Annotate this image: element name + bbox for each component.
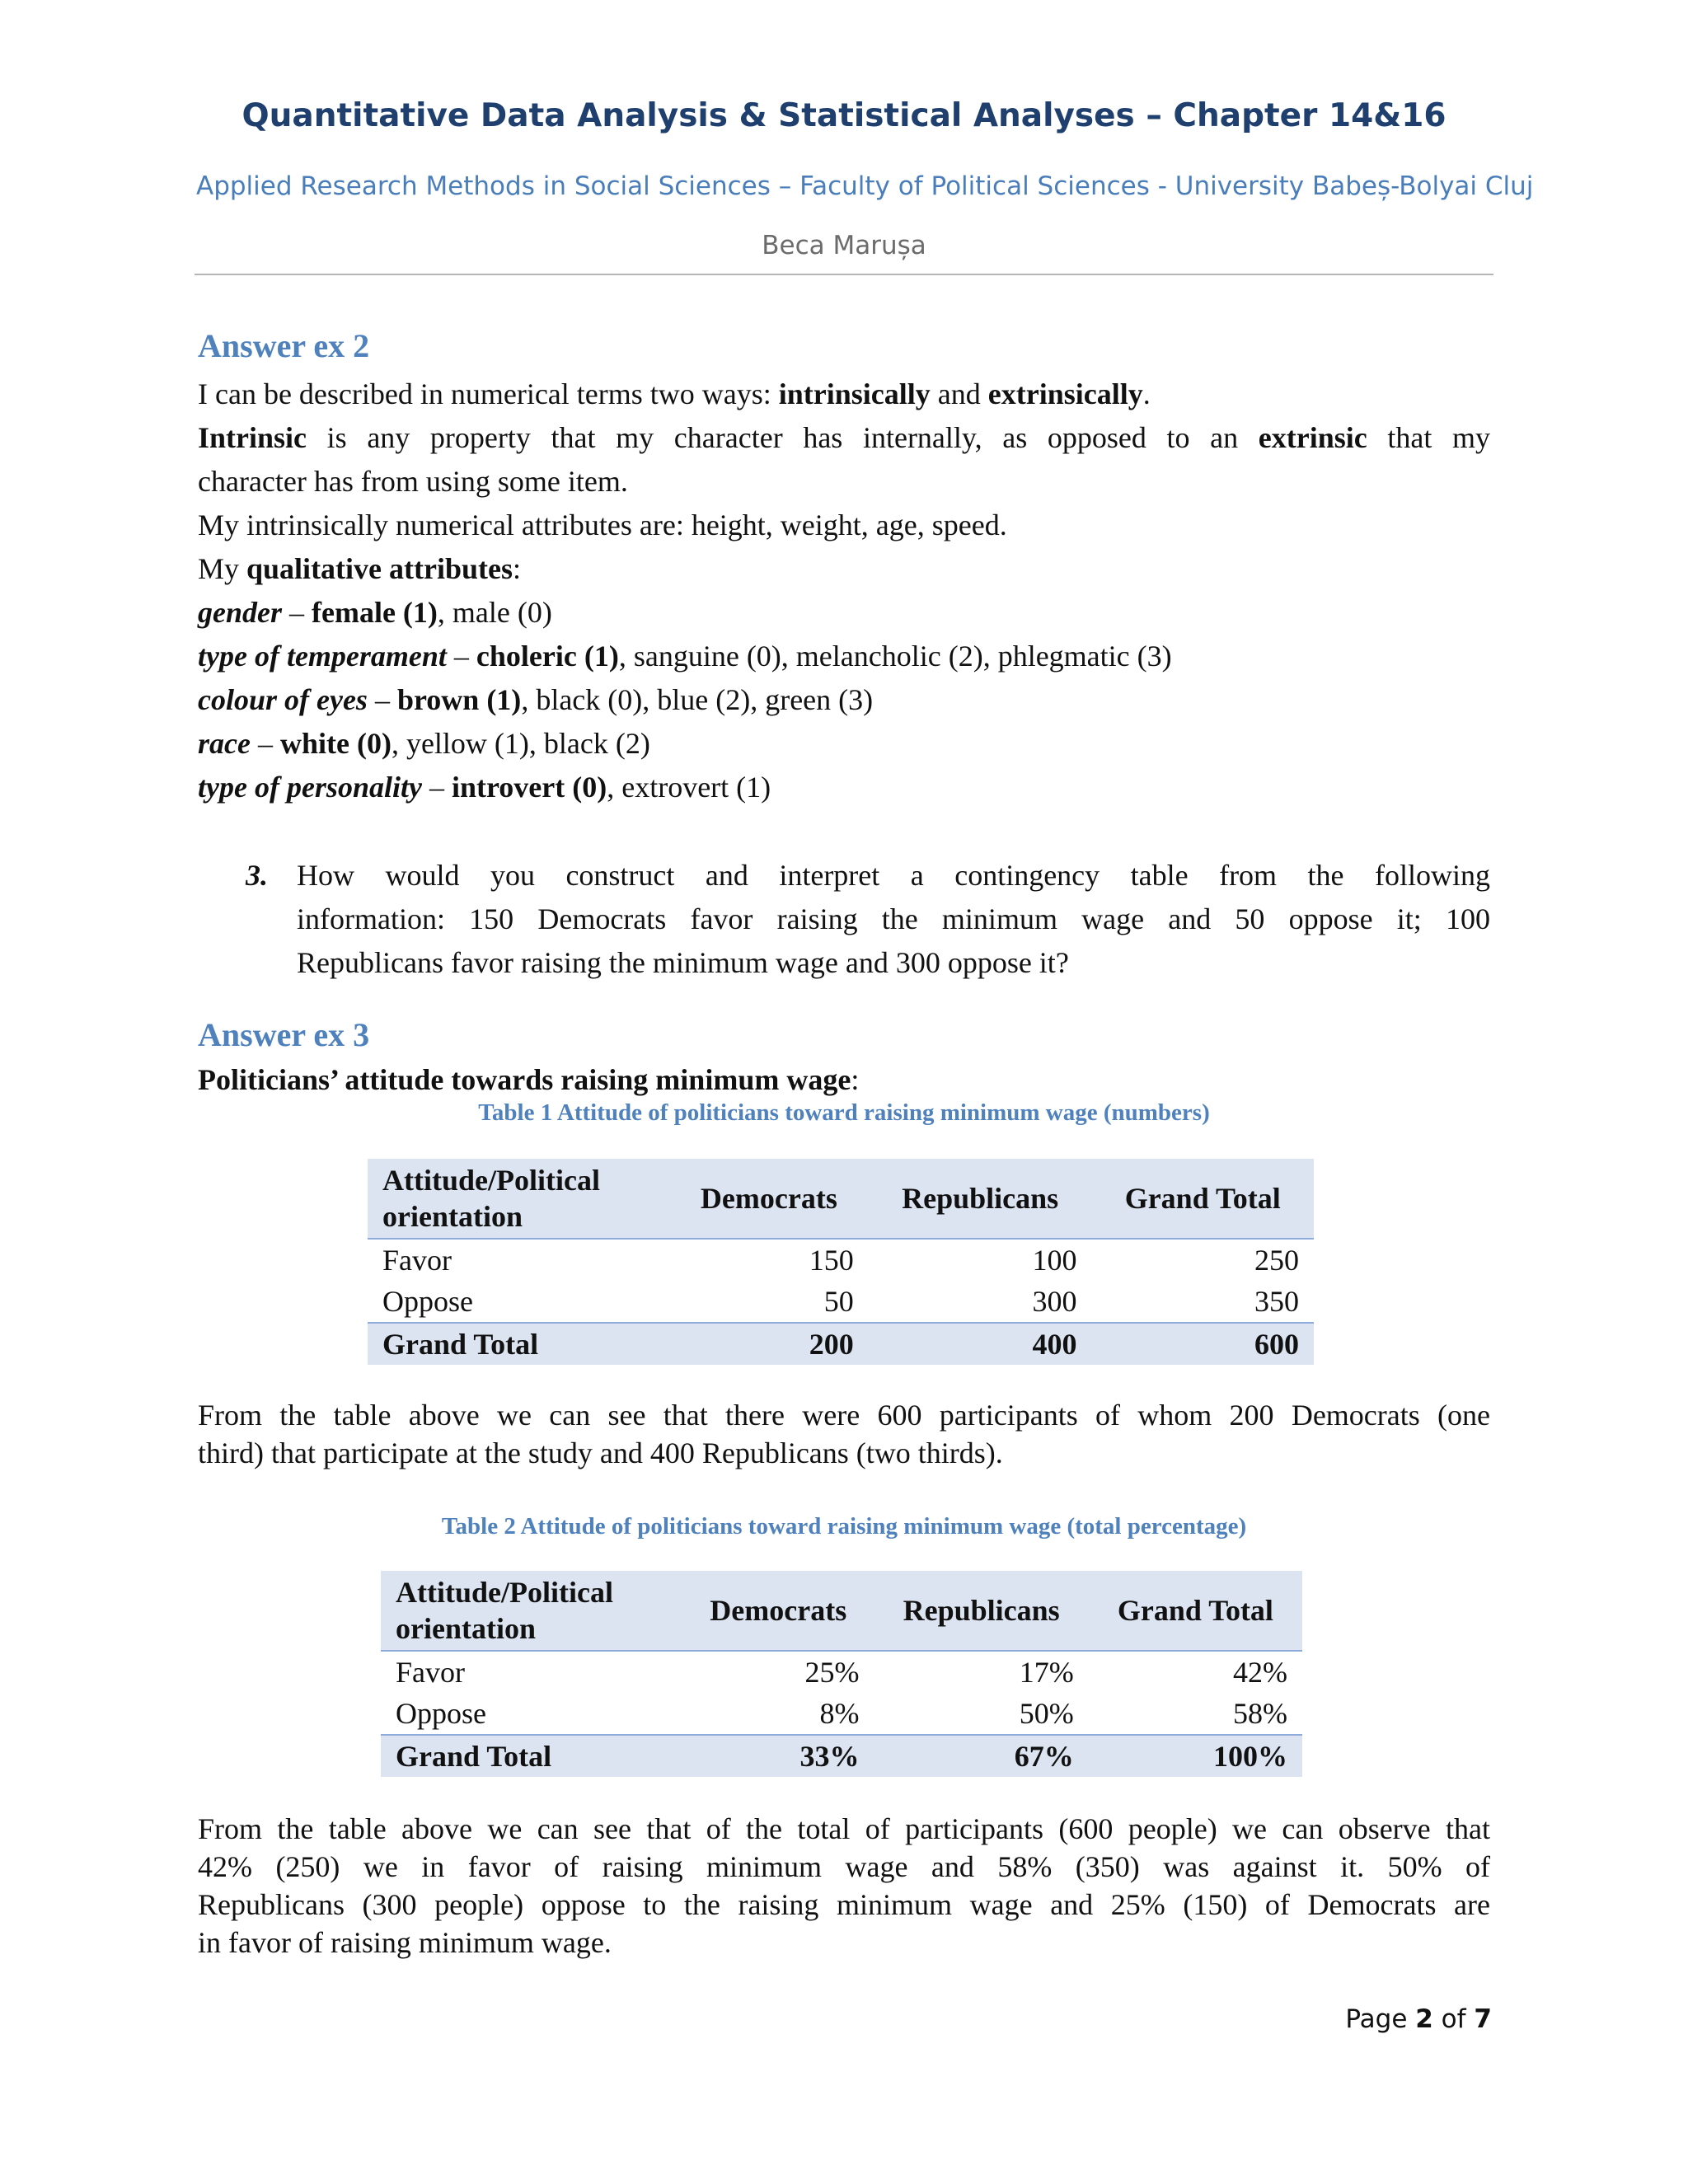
text-run: :	[851, 1063, 860, 1096]
attribute-selected: white (0)	[279, 727, 392, 760]
table-cell: 33%	[682, 1735, 874, 1777]
column-header: Democrats	[682, 1571, 874, 1651]
author-name: Beca Marușa	[762, 231, 926, 260]
table-cell: 17%	[1019, 1656, 1074, 1689]
paragraph-line: 42% (250) we in favor of raising minimum wage and 58% (350) was against it. 50% of	[198, 1850, 1490, 1883]
table-cell: 400	[869, 1323, 1092, 1365]
attribute-selected: introvert (0)	[451, 771, 607, 804]
paragraph-line: character has from using some item.	[198, 465, 628, 498]
lead-line	[198, 1058, 1490, 1102]
table-row	[368, 1281, 1314, 1323]
column-header: Republicans	[869, 1159, 1092, 1239]
table-cell: 50%	[1019, 1697, 1074, 1730]
table-cell: 58%	[1233, 1697, 1287, 1730]
attribute-options: , male (0)	[437, 596, 552, 629]
text-run: Page	[1345, 2004, 1416, 2034]
attribute-selected: choleric (1)	[476, 640, 619, 673]
table-cell: 100%	[1089, 1735, 1302, 1777]
table-2-interpretation	[198, 1810, 1490, 1961]
text-run: is any property that my character has internally, as opposed to an	[307, 421, 1259, 454]
table-header-row	[381, 1571, 1302, 1651]
question-number: 3.	[246, 859, 268, 892]
table-cell: 8%	[819, 1697, 860, 1730]
bold-term: extrinsically	[987, 377, 1143, 410]
row-label: Grand Total	[368, 1323, 669, 1365]
table-total-row	[368, 1323, 1314, 1365]
text-run: My	[198, 552, 247, 585]
text-run: –	[282, 596, 312, 629]
page-subtitle: Applied Research Methods in Social Sciences – Faculty of Political Sciences - University Babeș-Bolyai Cluj	[196, 171, 1534, 201]
table-cell: 250	[1254, 1244, 1299, 1277]
column-header: Attitude/Political orientation	[381, 1571, 682, 1651]
table-header-row	[368, 1159, 1314, 1239]
table-row	[381, 1693, 1302, 1735]
bold-term: intrinsically	[778, 377, 931, 410]
paragraph-line: My intrinsically numerical attributes are: height, weight, age, speed.	[198, 509, 1007, 541]
question-text	[297, 854, 1490, 985]
bold-term: Intrinsic	[198, 421, 307, 454]
attribute-name: colour of eyes	[198, 683, 368, 716]
paragraph-line: in favor of raising minimum wage.	[198, 1926, 612, 1959]
column-header: Grand Total	[1089, 1571, 1302, 1651]
attribute-name: race	[198, 727, 251, 760]
paragraph-line: third) that participate at the study and 400 Republicans (two thirds).	[198, 1436, 1003, 1469]
column-header: Democrats	[669, 1159, 869, 1239]
question-line: information: 150 Democrats favor raising the minimum wage and 50 oppose it; 100	[297, 902, 1490, 935]
attribute-name: type of personality	[198, 771, 422, 804]
attribute-line	[198, 678, 1490, 722]
attribute-line	[198, 591, 1490, 635]
table-cell: 100	[1032, 1244, 1077, 1277]
column-header: Grand Total	[1091, 1159, 1314, 1239]
row-label: Grand Total	[381, 1735, 682, 1777]
table-cell: 50	[823, 1285, 854, 1318]
bold-term: Politicians’ attitude towards raising minimum wage	[198, 1063, 851, 1096]
attribute-name: gender	[198, 596, 282, 629]
question-line: How would you construct and interpret a contingency table from the following	[297, 859, 1490, 892]
attribute-line	[198, 635, 1490, 678]
attribute-options: , yellow (1), black (2)	[391, 727, 650, 760]
table-row	[368, 1239, 1314, 1281]
text-run: :	[513, 552, 522, 585]
total-pages: 7	[1474, 2004, 1492, 2034]
attribute-options: , sanguine (0), melancholic (2), phlegmatic (3)	[618, 640, 1172, 673]
table-cell: 67%	[874, 1735, 1089, 1777]
attribute-selected: female (1)	[312, 596, 438, 629]
page-number	[1261, 2004, 1492, 2034]
answer-2-heading: Answer ex 2	[198, 327, 370, 364]
answer-3-heading: Answer ex 3	[198, 1016, 370, 1053]
paragraph-line: From the table above we can see that of the total of participants (600 people) we can observe that	[198, 1812, 1490, 1845]
paragraph-line	[198, 416, 1490, 460]
table-cell: 600	[1091, 1323, 1314, 1365]
question-3	[246, 854, 1490, 986]
attribute-options: , extrovert (1)	[607, 771, 771, 804]
table-1	[368, 1159, 1314, 1365]
text-run: .	[1142, 377, 1151, 410]
answer-2-body	[198, 373, 1490, 809]
question-line: Republicans favor raising the minimum wage and 300 oppose it?	[297, 946, 1069, 979]
paragraph-line	[198, 373, 1490, 416]
table-cell: 42%	[1233, 1656, 1287, 1689]
column-header: Republicans	[874, 1571, 1089, 1651]
text-run: –	[367, 683, 397, 716]
text-run: of	[1432, 2004, 1475, 2034]
row-label: Oppose	[382, 1285, 473, 1318]
header-divider	[195, 274, 1493, 275]
row-label: Oppose	[396, 1697, 486, 1730]
text-run: and	[930, 377, 988, 410]
attribute-name: type of temperament	[198, 640, 447, 673]
bold-term: qualitative attributes	[246, 552, 513, 585]
table-cell: 25%	[804, 1656, 860, 1689]
text-run: –	[446, 640, 476, 673]
text-run: –	[250, 727, 280, 760]
bold-term: extrinsic	[1258, 421, 1367, 454]
text-run: that my	[1367, 421, 1490, 454]
row-label: Favor	[382, 1244, 452, 1277]
table-total-row	[381, 1735, 1302, 1777]
current-page: 2	[1415, 2004, 1433, 2034]
table-cell: 300	[1032, 1285, 1077, 1318]
table-row	[381, 1651, 1302, 1693]
row-label: Favor	[396, 1656, 465, 1689]
table-cell: 350	[1254, 1285, 1299, 1318]
attribute-selected: brown (1)	[396, 683, 522, 716]
attribute-line	[198, 722, 1490, 766]
table-1-caption: Table 1 Attitude of politicians toward raising minimum wage (numbers)	[478, 1099, 1210, 1126]
paragraph-line: Republicans (300 people) oppose to the raising minimum wage and 25% (150) of Democrats are	[198, 1888, 1490, 1921]
page-title: Quantitative Data Analysis & Statistical Analyses – Chapter 14&16	[241, 97, 1447, 134]
paragraph-line: From the table above we can see that there were 600 participants of whom 200 Democrats (one	[198, 1399, 1490, 1432]
table-2-caption: Table 2 Attitude of politicians toward raising minimum wage (total percentage)	[441, 1513, 1247, 1540]
text-run: I can be described in numerical terms two ways:	[198, 377, 779, 410]
attribute-line	[198, 766, 1490, 809]
answer-3-lead	[198, 1058, 1490, 1102]
attribute-options: , black (0), blue (2), green (3)	[521, 683, 874, 716]
table-1-interpretation	[198, 1396, 1490, 1472]
column-header: Attitude/Political orientation	[368, 1159, 669, 1239]
text-run: –	[421, 771, 452, 804]
paragraph-line	[198, 547, 1490, 591]
table-2	[381, 1571, 1302, 1777]
table-cell: 150	[809, 1244, 854, 1277]
table-cell: 200	[669, 1323, 869, 1365]
